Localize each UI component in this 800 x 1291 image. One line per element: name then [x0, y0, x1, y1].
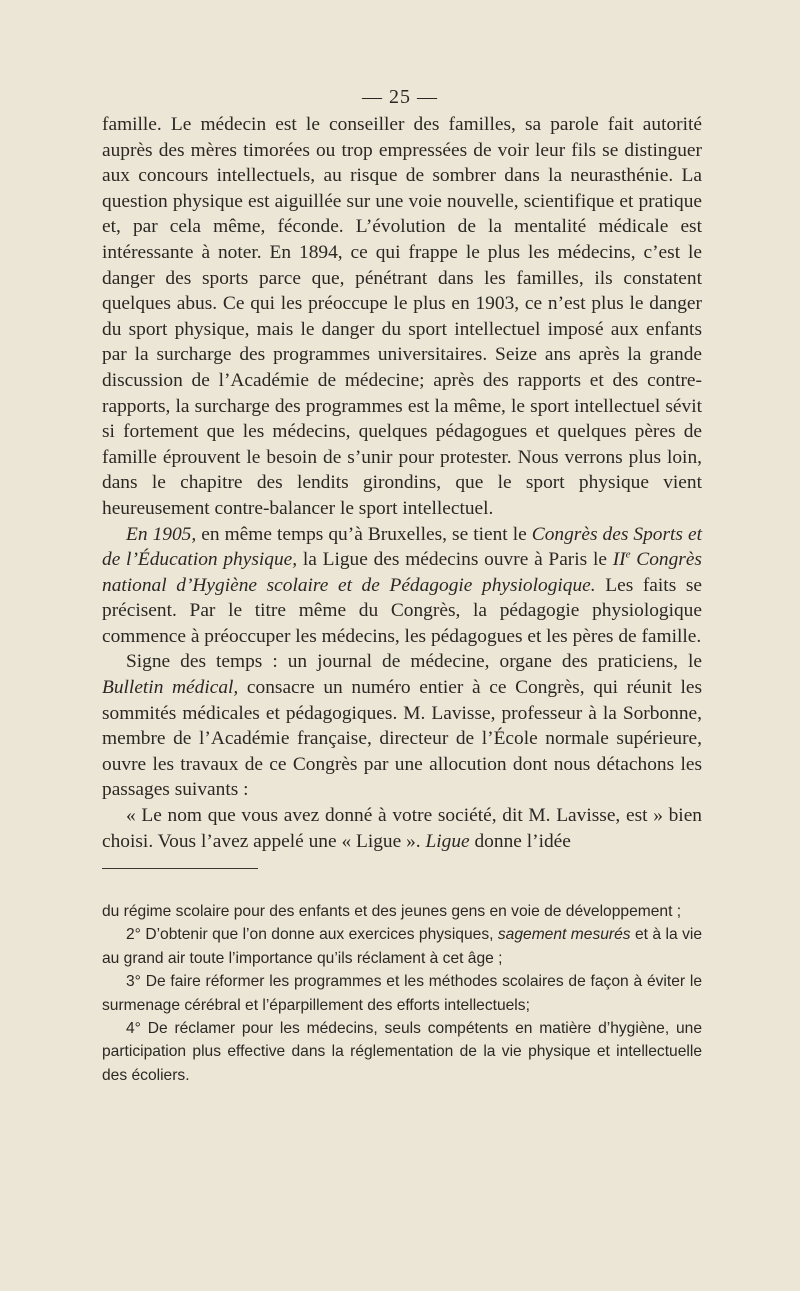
congress-title-sports: Congrès des Sports et de l’Éducation physique,	[102, 523, 702, 571]
congress-title-hygiene: IIe Congrès national d’Hygiène scolaire et de Pédagogie physiologique.	[102, 548, 702, 596]
footnotes	[102, 900, 702, 1087]
body-text	[102, 112, 702, 854]
footnote-4: 4° De réclamer pour les médecins, seuls compétents en matière d’hygiène, une participation plus effective dans la réglementation de la vie physique et intellectuelle des écoliers.	[102, 1020, 702, 1084]
footnote-divider	[102, 868, 258, 869]
footnote-2: 2° D’obtenir que l’on donne aux exercices physiques, sagement mesurés et à la vie au grand air toute l’importance qu’ils réclament à cet âge ;	[102, 926, 703, 967]
page-number: — 25 —	[362, 86, 438, 108]
paragraph-2: En 1905, en même temps qu’à Bruxelles, se tient le Congrès des Sports et de l’Éducation physique, la Ligue des médecins ouvre à Paris le IIe Congrès national d’Hygiène scolaire et de Pédagogie physiologique. Les faits se précisent. Par le titre même du Congrès, la pédagogie physiologique commence à préoccuper les médecins, les pédagogues et les pères de famille.	[102, 523, 702, 647]
footnote-1: du régime scolaire pour des enfants et des jeunes gens en voie de développement ;	[102, 903, 682, 920]
paragraph-1: famille. Le médecin est le conseiller des familles, sa parole fait autorité auprès des mères timorées ou trop empressées de voir leur fils se distinguer aux concours intellectuels, au risque de sombrer dans la neurasthénie. La question physique est aiguillée sur une voie nouvelle, scientifique et pratique et, par cela même, féconde. L’évolution de la mentalité médicale est intéressante à noter. En 1894, ce qui frappe le plus les médecins, c’est le danger des sports parce que, pénétrant dans les familles, ils constatent quelques abus. Ce qui les préoccupe le plus en 1903, ce n’est plus le danger du sport physique, mais le danger du sport intellectuel imposé aux enfants par la surcharge des programmes universitaires. Seize ans après la grande discussion de l’Académie de médecine; après des rapports et des contre-rapports, la surcharge des programmes est la même, le sport intellectuel sévit si fortement que les médecins, quelques pédagogues et quelques pères de famille éprouvent le besoin de s’unir pour protester. Nous verrons plus loin, dans le chapitre des lendits girondins, que le sport physique vient heureusement contre-balancer le sport intellectuel.	[102, 114, 702, 519]
footnote-3: 3° De faire réformer les programmes et les méthodes scolaires de façon à éviter le surmenage cérébral et l’éparpillement des efforts intellectuels;	[102, 973, 702, 1014]
paragraph-4: « Le nom que vous avez donné à votre société, dit M. Lavisse, est » bien choisi. Vous l’avez appelé une « Ligue ». Ligue donne l’idée	[102, 805, 702, 852]
paragraph-3: Signe des temps : un journal de médecine, organe des praticiens, le Bulletin médical, consacre un numéro entier à ce Congrès, qui réunit les sommités médicales et pédagogiques. M. Lavisse, professeur à la Sorbonne, membre de l’Académie française, directeur de l’École normale supérieure, ouvre les travaux de ce Congrès par une allocution dont nous détachons les passages suivants :	[102, 651, 703, 801]
journal-title: Bulletin médical,	[102, 677, 239, 699]
